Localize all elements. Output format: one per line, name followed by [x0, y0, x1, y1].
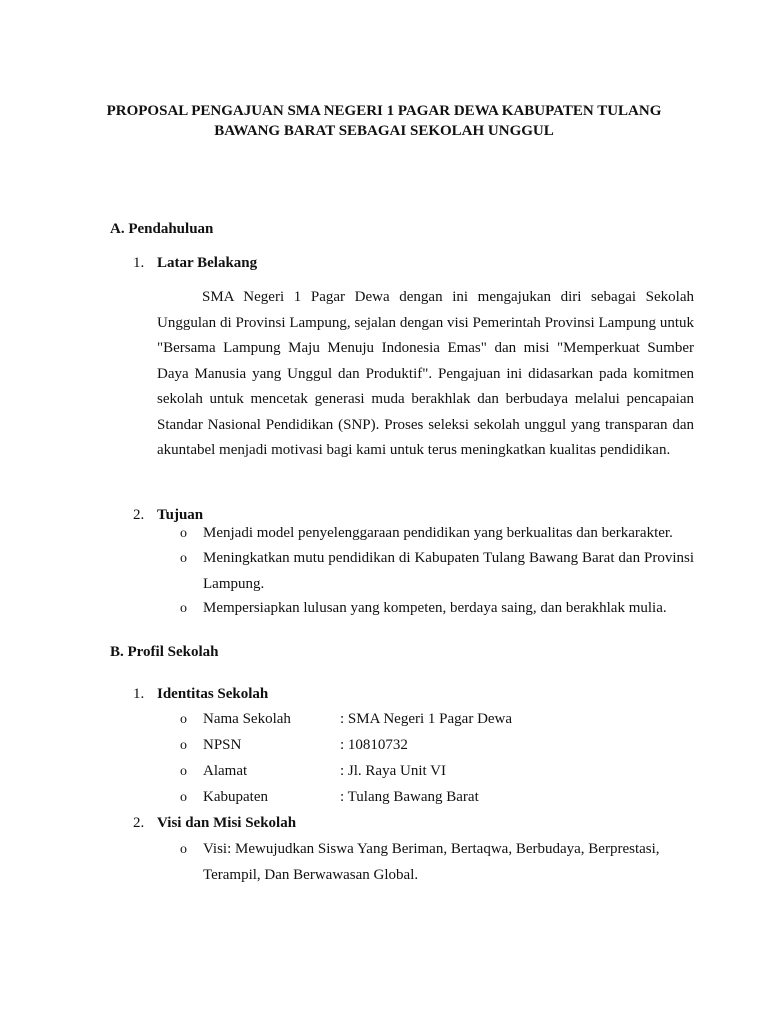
identity-value: : Tulang Bawang Barat: [340, 789, 479, 805]
bullet-marker: o: [180, 842, 187, 857]
bullet-marker: o: [180, 712, 187, 727]
identity-value: : SMA Negeri 1 Pagar Dewa: [340, 711, 513, 727]
item-number: 1.: [133, 686, 145, 702]
bullet-marker: o: [180, 601, 187, 616]
bullet-marker: o: [180, 790, 187, 805]
vision-item: Visi: Mewujudkan Siswa Yang Beriman, Bertaqwa, Berbudaya, Berprestasi, Terampil, Dan Berwawasan Global.: [203, 841, 660, 883]
item-number: 1.: [133, 255, 145, 271]
document-title-line-2: BAWANG BARAT SEBAGAI SEKOLAH UNGGUL: [214, 123, 554, 139]
identity-key: Nama Sekolah: [203, 711, 291, 727]
bullet-marker: o: [180, 738, 187, 753]
goal-item: Menjadi model penyelenggaraan pendidikan yang berkualitas dan berkarakter.: [203, 525, 673, 541]
bullet-marker: o: [180, 551, 187, 566]
identitas-heading: Identitas Sekolah: [157, 686, 269, 702]
document-title-line-1: PROPOSAL PENGAJUAN SMA NEGERI 1 PAGAR DEWA KABUPATEN TULANG: [106, 103, 662, 119]
identity-key: Alamat: [203, 763, 248, 779]
latar-belakang-heading: Latar Belakang: [157, 255, 258, 271]
identity-key: NPSN: [203, 737, 242, 753]
item-number: 2.: [133, 507, 145, 523]
bullet-marker: o: [180, 526, 187, 541]
bullet-marker: o: [180, 764, 187, 779]
visi-misi-heading: Visi dan Misi Sekolah: [157, 815, 297, 831]
section-b-heading: B. Profil Sekolah: [110, 644, 219, 660]
goal-item: Meningkatkan mutu pendidikan di Kabupaten Tulang Bawang Barat dan Provinsi Lampung.: [203, 550, 694, 592]
identity-value: : Jl. Raya Unit VI: [340, 763, 446, 779]
tujuan-heading: Tujuan: [157, 507, 204, 523]
latar-belakang-paragraph: SMA Negeri 1 Pagar Dewa dengan ini mengajukan diri sebagai Sekolah Unggulan di Provinsi Lampung, sejalan dengan visi Pemerintah Provinsi Lampung untuk "Bersama Lampung Maju Menuju Indonesia Emas" dan misi "Memperkuat Sumber Daya Manusia yang Unggul dan Produktif". Pengajuan ini didasarkan pada komitmen sekolah untuk mencetak generasi muda berakhlak dan berbudaya melalui pencapaian Standar Nasional Pendidikan (SNP). Proses seleksi sekolah unggul yang transparan dan akuntabel menjadi motivasi bagi kami untuk terus meningkatkan kualitas pendidikan.: [157, 289, 694, 458]
identity-key: Kabupaten: [203, 789, 268, 805]
goal-item: Mempersiapkan lulusan yang kompeten, berdaya saing, dan berakhlak mulia.: [203, 600, 667, 616]
identity-value: : 10810732: [340, 737, 408, 753]
section-a-heading: A. Pendahuluan: [110, 221, 214, 237]
item-number: 2.: [133, 815, 145, 831]
